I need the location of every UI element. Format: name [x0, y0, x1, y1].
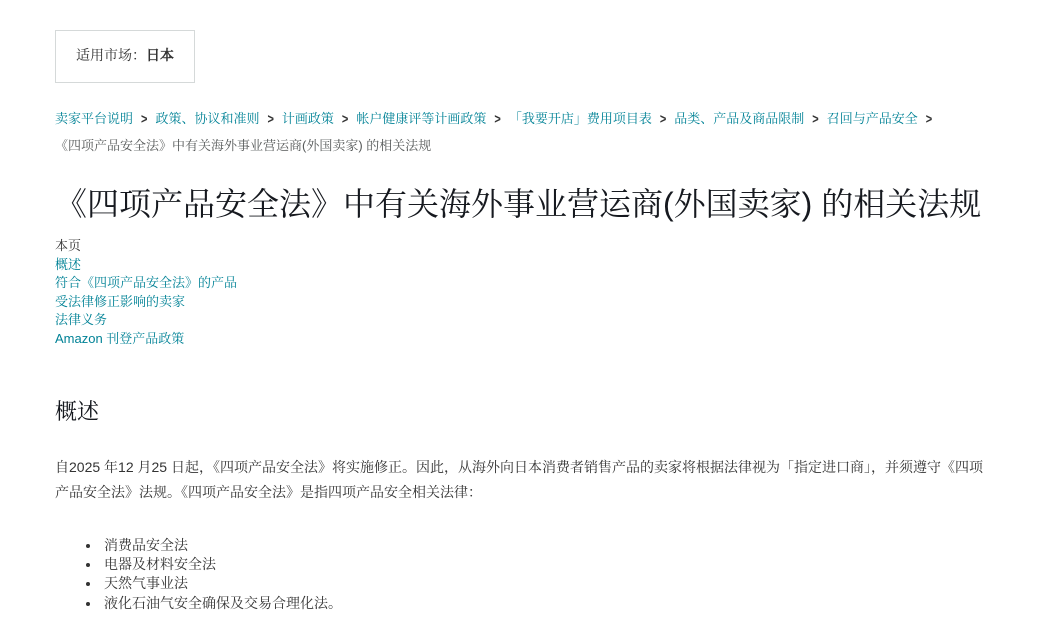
bullet-item: • 电器及材料安全法 — [101, 555, 1001, 573]
breadcrumb-link[interactable]: 帐户健康评等计画政策 — [356, 111, 487, 126]
toc-link[interactable]: 法律义务 — [55, 312, 108, 328]
bullet-item: • 天然气事业法 — [101, 574, 1001, 592]
breadcrumb-separator-icon: > — [494, 112, 501, 128]
section-heading: 概述 — [55, 399, 100, 425]
breadcrumb-link[interactable]: 计画政策 — [281, 111, 334, 126]
toc-link[interactable]: 概述 — [55, 256, 82, 272]
breadcrumb-separator-icon: > — [812, 112, 819, 128]
breadcrumb-link[interactable]: 「我要开店」费用项目表 — [508, 111, 652, 126]
breadcrumb-link[interactable]: 品类、产品及商品限制 — [674, 111, 805, 126]
bullet-item: • 消费品安全法 — [101, 536, 1001, 554]
breadcrumb-link[interactable]: 政策、协议和准则 — [155, 111, 260, 126]
breadcrumb-separator-icon: > — [659, 112, 667, 128]
toc — [55, 237, 1020, 348]
page-title: 《四项产品安全法》中有关海外事业营运商(外国卖家) 的相关法规 — [55, 186, 982, 222]
toc-label: 本页 — [55, 238, 82, 254]
breadcrumb-separator-icon: > — [925, 112, 933, 128]
breadcrumb — [55, 106, 955, 158]
marketplace-value: 日本 — [146, 47, 174, 63]
toc-link[interactable]: Amazon 刊登产品政策 — [55, 330, 185, 346]
marketplace-box — [55, 30, 195, 83]
breadcrumb-current: 《四项产品安全法》中有关海外事业营运商(外国卖家) 的相关法规 — [55, 138, 432, 153]
breadcrumb-separator-icon: > — [267, 112, 274, 128]
breadcrumb-link[interactable]: 卖家平台说明 — [55, 111, 134, 126]
breadcrumb-separator-icon: > — [341, 112, 349, 128]
section-overview — [55, 395, 1020, 612]
toc-link[interactable]: 符合《四项产品安全法》的产品 — [55, 275, 238, 291]
toc-link[interactable]: 受法律修正影响的卖家 — [55, 293, 186, 309]
bullet-item: • 液化石油气安全确保及交易合理化法。 — [101, 594, 1001, 612]
section-paragraph: 自2025 年12 月25 日起，《四项产品安全法》将实施修正。因此，从海外向日本消费者销售产品的卖家将根据法律视为「指定进口商」，并须遵守《四项产品安全法》法规。《四项产品安全法》是指四项产品安全相关法律： — [55, 459, 983, 501]
breadcrumb-separator-icon: > — [141, 112, 148, 128]
toc-links — [55, 256, 1020, 349]
breadcrumb-link[interactable]: 召回与产品安全 — [826, 111, 918, 126]
marketplace-label: 适用市场： — [76, 47, 146, 63]
bullet-list — [55, 536, 1001, 612]
